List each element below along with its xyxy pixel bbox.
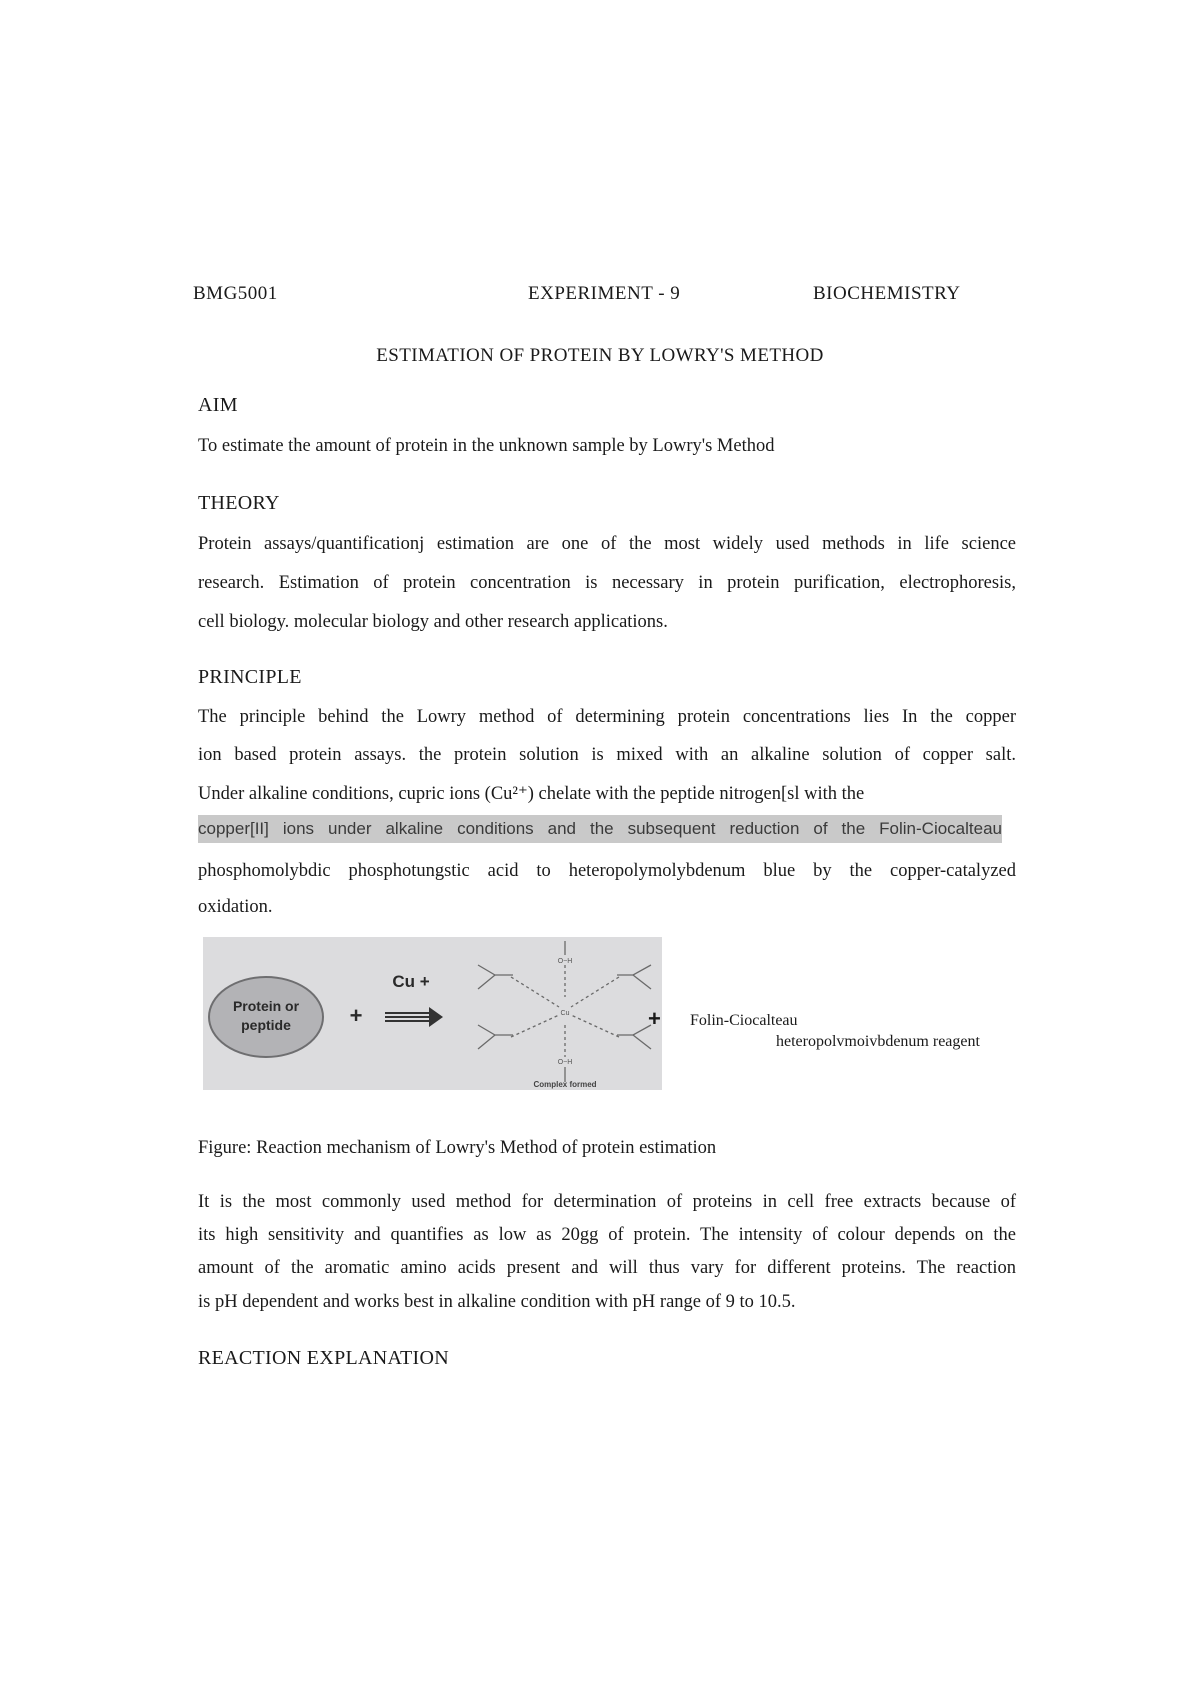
oh-top: O−H xyxy=(557,958,573,965)
aim-heading: AIM xyxy=(198,394,238,416)
discussion-line: its high sensitivity and quantifies as low as 20gg of protein. The intensity of colour depends on the xyxy=(198,1225,1016,1245)
figure-caption: Figure: Reaction mechanism of Lowry's Method of protein estimation xyxy=(198,1138,717,1158)
principle-line: oxidation. xyxy=(198,897,273,917)
principle-line: Under alkaline conditions, cupric ions (Cu²⁺) chelate with the peptide nitrogen[sl with the xyxy=(198,784,865,804)
plus-sign: + xyxy=(349,1003,363,1028)
reaction-arrow-icon xyxy=(385,1007,443,1027)
highlighted-text-line: copper[II] ions under alkaline conditions and the subsequent reduction of the Folin-Ciocalteau xyxy=(198,815,1002,843)
copper-label: Cu + xyxy=(392,972,430,991)
complex-label: Complex formed xyxy=(533,1080,597,1089)
protein-label: Protein or xyxy=(232,998,300,1014)
oh-bottom: O−H xyxy=(557,1059,573,1066)
reaction-figure xyxy=(203,937,662,1090)
cu-atom: Cu xyxy=(560,1010,570,1017)
theory-heading: THEORY xyxy=(198,492,280,514)
reagent-label-line1: Folin-Ciocalteau xyxy=(690,1012,798,1029)
aim-text: To estimate the amount of protein in the unknown sample by Lowry's Method xyxy=(198,436,775,456)
discussion-line: It is the most commonly used method for determination of proteins in cell free extracts because of xyxy=(198,1192,1016,1212)
subject-name: BIOCHEMISTRY xyxy=(813,283,961,304)
theory-line: Protein assays/quantificationj estimation are one of the most widely used methods in life science xyxy=(198,534,1016,554)
plus-sign-outer: + xyxy=(648,1006,661,1031)
principle-line: The principle behind the Lowry method of determining protein concentrations lies In the copper xyxy=(198,707,1016,727)
discussion-line: amount of the aromatic amino acids present and will thus vary for different proteins. The reaction xyxy=(198,1258,1016,1278)
peptide-label: peptide xyxy=(241,1017,291,1033)
course-code: BMG5001 xyxy=(193,283,278,304)
theory-line: cell biology. molecular biology and other research applications. xyxy=(198,612,668,632)
reaction-diagram xyxy=(203,937,662,1090)
reagent-label-line2: heteropolvmoivbdenum reagent xyxy=(776,1033,980,1050)
reaction-explanation-heading: REACTION EXPLANATION xyxy=(198,1347,449,1369)
experiment-number: EXPERIMENT - 9 xyxy=(528,283,681,304)
principle-line: ion based protein assays. the protein solution is mixed with an alkaline solution of copper salt. xyxy=(198,745,1016,765)
page-title: ESTIMATION OF PROTEIN BY LOWRY'S METHOD xyxy=(376,345,824,366)
theory-line: research. Estimation of protein concentration is necessary in protein purification, electrophoresis, xyxy=(198,573,1016,593)
principle-line: phosphomolybdic phosphotungstic acid to heteropolymolybdenum blue by the copper-catalyzed xyxy=(198,861,1016,881)
discussion-line: is pH dependent and works best in alkaline condition with pH range of 9 to 10.5. xyxy=(198,1292,796,1312)
principle-heading: PRINCIPLE xyxy=(198,666,302,688)
